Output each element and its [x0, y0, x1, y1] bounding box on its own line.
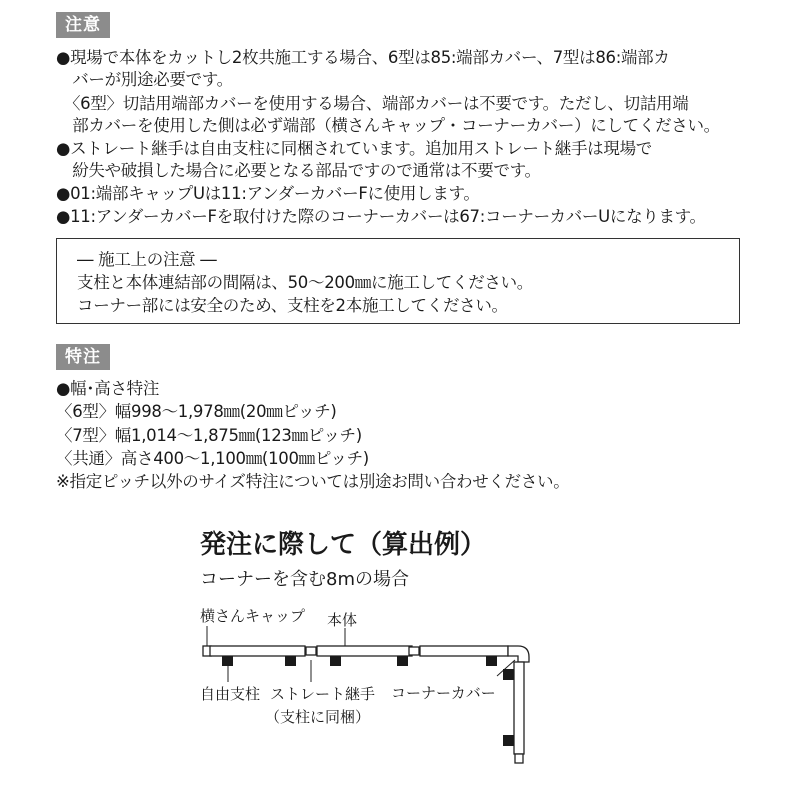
special-order-line: ※指定ピッチ以外のサイズ特注については別途お問い合わせください。 [56, 472, 570, 491]
post [503, 735, 514, 746]
panel-body [420, 646, 508, 656]
joint-note-label: （支柱に同梱） [265, 708, 371, 726]
panel-body [210, 646, 305, 656]
order-example-heading: 発注に際して（算出例） [200, 530, 487, 560]
corner-cover [508, 646, 529, 662]
construction-notice-title: ― 施工上の注意 ― [77, 250, 217, 269]
post [486, 656, 497, 666]
special-order-line: 〈6型〉幅998～1,978㎜(20㎜ピッチ) [56, 402, 337, 421]
note-line: ●ストレート継手は自由支柱に同梱されています。追加用ストレート継手は現場で [56, 139, 652, 158]
construction-notice-line: 支柱と本体連結部の間隔は、50～200㎜に施工してください。 [77, 273, 533, 292]
special-order-line: 〈共通〉高さ400～1,100㎜(100㎜ピッチ) [56, 449, 369, 468]
construction-notice-line: コーナー部には安全のため、支柱を2本施工してください。 [77, 296, 508, 315]
post [330, 656, 341, 666]
post [285, 656, 296, 666]
note-line: バーが別途必要です。 [56, 70, 233, 89]
post [503, 669, 514, 680]
special-order-line: 〈7型〉幅1,014～1,875㎜(123㎜ピッチ) [56, 426, 362, 445]
note-line: ●01:端部キャップUは11:アンダーカバーFに使用します。 [56, 184, 480, 203]
special-order-tag: 特注 [56, 344, 110, 370]
note-line: 部カバーを使用した側は必ず端部（横さんキャップ・コーナーカバー）にしてください。 [56, 116, 720, 135]
note-line: 〈6型〉切詰用端部カバーを使用する場合、端部カバーは不要です。ただし、切詰用端 [56, 94, 689, 113]
cap-label: 横さんキャップ [200, 607, 306, 625]
note-line: ●11:アンダーカバーFを取付けた際のコーナーカバーは67:コーナーカバーUになります。 [56, 207, 706, 226]
joint-label: ストレート継手 [270, 685, 376, 703]
note-line: ●現場で本体をカットし2枚共施工する場合、6型は85:端部カバー、7型は86:端部カ [56, 48, 670, 67]
order-example-subheading: コーナーを含む8mの場合 [200, 569, 409, 590]
post-label: 自由支柱 [200, 685, 261, 703]
side-cap [515, 754, 523, 763]
special-order-line: ●幅･高さ特注 [56, 379, 160, 398]
post [397, 656, 408, 666]
corner-label: コーナーカバー [391, 684, 496, 702]
notes-tag: 注意 [56, 12, 110, 38]
note-line: 紛失や破損した場合に必要となる部品ですので通常は不要です。 [56, 161, 541, 180]
panel-body [317, 646, 412, 656]
straight-joint [306, 647, 316, 655]
panel-body [514, 662, 524, 754]
post [222, 656, 233, 666]
body-label: 本体 [327, 611, 358, 629]
straight-joint [409, 647, 419, 655]
